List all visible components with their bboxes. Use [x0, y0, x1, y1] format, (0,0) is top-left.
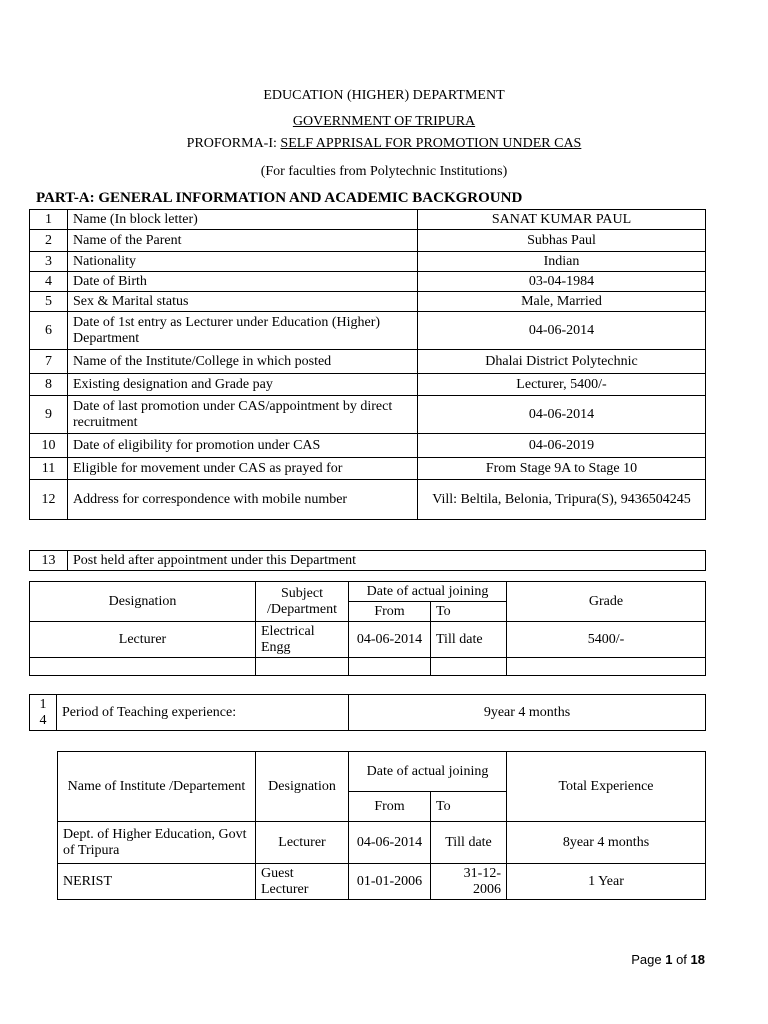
table-row — [30, 210, 706, 230]
table-row — [30, 292, 706, 312]
gi-cell-value: 03-04-1984 — [418, 272, 706, 292]
ph-empty-cell — [256, 658, 349, 676]
gi-cell-field: Address for correspondence with mobile number — [68, 480, 418, 520]
table-row — [58, 864, 706, 900]
table-row — [30, 622, 706, 658]
ph-cell-to: Till date — [431, 622, 507, 658]
ph-cell-subject: Electrical Engg — [256, 622, 349, 658]
gi-cell-no: 7 — [30, 350, 68, 374]
post-held-label-table — [29, 550, 706, 571]
experience-table — [57, 751, 706, 900]
gi-cell-value: Subhas Paul — [418, 230, 706, 252]
table-row — [30, 272, 706, 292]
teaching-no-line1: 1 — [39, 696, 47, 712]
exp-header-designation: Designation — [256, 752, 349, 822]
teaching-value: 9year 4 months — [349, 695, 706, 731]
proforma-title — [0, 136, 768, 152]
ph-empty-cell — [507, 658, 706, 676]
gi-cell-field: Sex & Marital status — [68, 292, 418, 312]
gi-cell-field: Name of the Parent — [68, 230, 418, 252]
ph-cell-grade: 5400/- — [507, 622, 706, 658]
part-a-heading: PART-A: GENERAL INFORMATION AND ACADEMIC BACKGROUND — [36, 190, 523, 206]
gi-cell-field: Existing designation and Grade pay — [68, 374, 418, 396]
page-total: 18 — [690, 952, 705, 967]
gi-cell-value: Indian — [418, 252, 706, 272]
teaching-label: Period of Teaching experience: — [57, 695, 349, 731]
gi-cell-field: Date of eligibility for promotion under CAS — [68, 434, 418, 458]
gi-cell-value: Vill: Beltila, Belonia, Tripura(S), 9436504245 — [418, 480, 706, 520]
gi-cell-value: 04-06-2014 — [418, 312, 706, 350]
header-line1: EDUCATION (HIGHER) DEPARTMENT — [263, 88, 505, 103]
ph-header-to: To — [431, 602, 507, 622]
ph-header-from: From — [349, 602, 431, 622]
table-row — [30, 480, 706, 520]
ph-cell-designation: Lecturer — [30, 622, 256, 658]
ph-header-designation: Designation — [30, 582, 256, 622]
post-held-label: Post held after appointment under this Department — [68, 551, 706, 571]
gi-cell-value: From Stage 9A to Stage 10 — [418, 458, 706, 480]
gi-cell-no: 1 — [30, 210, 68, 230]
exp-cell-designation: Guest Lecturer — [256, 864, 349, 900]
gi-cell-field: Date of Birth — [68, 272, 418, 292]
exp-cell-institute: Dept. of Higher Education, Govt of Tripura — [58, 822, 256, 864]
page-current: 1 — [665, 952, 673, 967]
gi-cell-field: Date of 1st entry as Lecturer under Education (Higher) Department — [68, 312, 418, 350]
exp-cell-designation: Lecturer — [256, 822, 349, 864]
exp-cell-to: 31-12-2006 — [431, 864, 507, 900]
exp-cell-total: 1 Year — [507, 864, 706, 900]
gi-cell-no: 8 — [30, 374, 68, 396]
gi-cell-field: Name (In block letter) — [68, 210, 418, 230]
exp-header-total: Total Experience — [507, 752, 706, 822]
ph-empty-cell — [349, 658, 431, 676]
table-row — [30, 230, 706, 252]
table-row — [30, 312, 706, 350]
gi-cell-no: 5 — [30, 292, 68, 312]
exp-cell-from: 04-06-2014 — [349, 822, 431, 864]
gi-cell-value: SANAT KUMAR PAUL — [418, 210, 706, 230]
ph-header-joining: Date of actual joining — [349, 582, 507, 602]
ph-empty-cell — [30, 658, 256, 676]
gi-cell-value: Male, Married — [418, 292, 706, 312]
page-label: Page — [631, 952, 666, 967]
table-row — [30, 458, 706, 480]
exp-header-joining: Date of actual joining — [349, 752, 507, 792]
gi-cell-value: 04-06-2019 — [418, 434, 706, 458]
gi-cell-no: 6 — [30, 312, 68, 350]
table-row — [30, 252, 706, 272]
gi-cell-value: Dhalai District Polytechnic — [418, 350, 706, 374]
exp-cell-total: 8year 4 months — [507, 822, 706, 864]
post-held-no: 13 — [30, 551, 68, 571]
ph-header-subject: Subject /Department — [256, 582, 349, 622]
exp-header-institute: Name of Institute /Departement — [58, 752, 256, 822]
ph-cell-from: 04-06-2014 — [349, 622, 431, 658]
page-of-label: of — [672, 952, 691, 967]
gi-cell-no: 3 — [30, 252, 68, 272]
gi-cell-value: Lecturer, 5400/- — [418, 374, 706, 396]
proforma-prefix: PROFORMA-I: — [186, 136, 281, 151]
gi-cell-no: 2 — [30, 230, 68, 252]
table-row — [30, 374, 706, 396]
gi-cell-no: 11 — [30, 458, 68, 480]
teaching-no — [30, 695, 57, 731]
general-info-table — [29, 209, 706, 520]
gi-cell-value: 04-06-2014 — [418, 396, 706, 434]
gi-cell-field: Nationality — [68, 252, 418, 272]
ph-empty-cell — [431, 658, 507, 676]
gi-cell-field: Name of the Institute/College in which posted — [68, 350, 418, 374]
table-row — [30, 396, 706, 434]
table-row — [30, 350, 706, 374]
gi-cell-field: Date of last promotion under CAS/appointment by direct recruitment — [68, 396, 418, 434]
table-row — [58, 822, 706, 864]
subtitle: (For faculties from Polytechnic Institutions) — [260, 164, 508, 179]
gi-cell-field: Eligible for movement under CAS as prayed for — [68, 458, 418, 480]
ph-header-grade: Grade — [507, 582, 706, 622]
table-row-empty — [30, 658, 706, 676]
gi-cell-no: 12 — [30, 480, 68, 520]
exp-header-to: To — [431, 792, 507, 822]
gi-cell-no: 9 — [30, 396, 68, 434]
post-held-table — [29, 581, 706, 676]
proforma-title-text: SELF APPRISAL FOR PROMOTION UNDER CAS — [280, 136, 582, 151]
gi-cell-no: 10 — [30, 434, 68, 458]
header-line2: GOVERNMENT OF TRIPURA — [292, 114, 476, 129]
exp-cell-institute: NERIST — [58, 864, 256, 900]
table-row — [30, 434, 706, 458]
exp-header-from: From — [349, 792, 431, 822]
teaching-no-line2: 4 — [39, 712, 47, 728]
gi-cell-no: 4 — [30, 272, 68, 292]
exp-cell-from: 01-01-2006 — [349, 864, 431, 900]
teaching-experience-table — [29, 694, 706, 731]
exp-cell-to: Till date — [431, 822, 507, 864]
page-number — [631, 952, 705, 967]
